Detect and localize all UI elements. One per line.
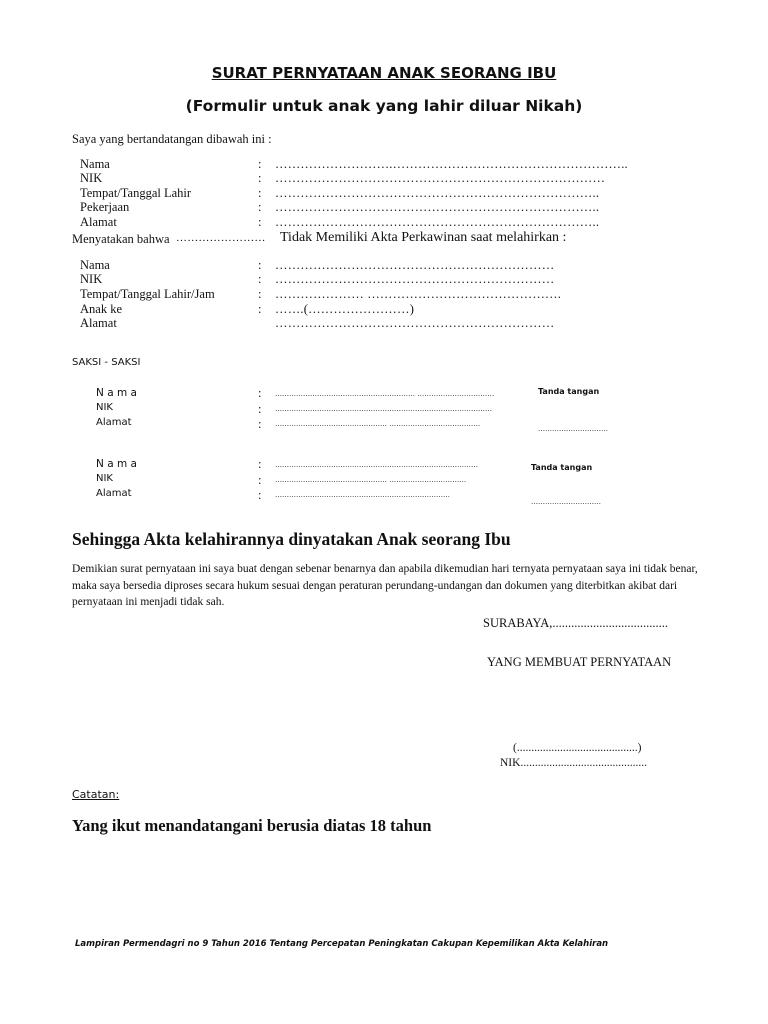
witness-1-address-label: Alamat [96, 417, 132, 428]
child-order-colon: : [258, 302, 262, 316]
witness-2-nik-field[interactable]: ………………………………………… …………………………… [275, 476, 467, 484]
declaration-paragraph: Demikian surat pernyataan ini saya buat dengan sebenar benarnya dan apabila dikemudian hari ternyata pernyataan saya ini tidak benar, maka saya bersedia diproses secara hukum sesuai dengan peraturan perundang-undangan dan dokumen yang diterbitkan akibat dari pernyataan ini menjadi tidak sah. [72, 563, 698, 608]
child-birth-colon: : [258, 287, 262, 301]
child-order-label: Anak ke [80, 302, 122, 316]
witness-1-name-field[interactable]: …………………………………………………… …………………………… [275, 390, 495, 398]
document-title: SURAT PERNYATAAN ANAK SEORANG IBU [211, 64, 557, 82]
child-name-label: Nama [80, 258, 110, 272]
witness-2-address-field[interactable]: ………………………………………………………………… [275, 491, 450, 499]
child-order-field[interactable]: …….(……………………) [275, 302, 415, 316]
witness-1-address-colon: : [258, 417, 262, 431]
witness-2-signature-line[interactable]: ………………………… [531, 498, 601, 506]
child-nik-label: NIK [80, 272, 103, 286]
witness-1-signature-line[interactable]: ………………………… [538, 425, 608, 433]
witness-2-nik-colon: : [258, 473, 262, 487]
child-birth-label: Tempat/Tanggal Lahir/Jam [80, 287, 215, 301]
witness-1-signature-label: Tanda tangan [538, 387, 600, 396]
conclusion-heading: Sehingga Akta kelahirannya dinyatakan Anak seorang Ibu [72, 529, 511, 549]
witness-2-nik-label: NIK [96, 473, 113, 484]
mother-address-colon: : [258, 215, 262, 229]
mother-birth-label: Tempat/Tanggal Lahir [80, 186, 192, 200]
witness-2-address-label: Alamat [96, 488, 132, 499]
mother-nik-colon: : [258, 171, 262, 185]
signature-name-line[interactable]: (..........................................) [513, 742, 642, 754]
child-nik-field[interactable]: ………………………………………………………… [275, 272, 555, 286]
mother-name-field[interactable]: ……………………….……………………………………………….. [275, 157, 628, 171]
mother-job-field[interactable]: ………………………………………………………………….. [275, 200, 600, 214]
document-subtitle: (Formulir untuk anak yang lahir diluar Nikah) [185, 97, 583, 115]
mother-nik-field[interactable]: …………………………………………………………………… [275, 171, 606, 185]
child-name-field[interactable]: ………………………………………………………… [275, 258, 555, 272]
footer-reference: Lampiran Permendagri no 9 Tahun 2016 Tentang Percepatan Peningkatan Cakupan Kepemilikan Akta Kelahiran [75, 939, 609, 949]
witness-1-nik-field[interactable]: ………………………………………………………………………………… [275, 405, 492, 413]
signature-role: YANG MEMBUAT PERNYATAAN [487, 655, 672, 669]
witness-1-name-colon: : [258, 386, 262, 400]
mother-birth-colon: : [258, 186, 262, 200]
statement-text: Tidak Memiliki Akta Perkawinan saat melahirkan : [280, 230, 567, 245]
intro-text: Saya yang bertandatangan dibawah ini : [72, 132, 272, 146]
mother-name-colon: : [258, 157, 262, 171]
witness-1-address-field[interactable]: ………………………………………… ………………………………… [275, 420, 481, 428]
child-name-colon: : [258, 258, 262, 272]
child-birth-field[interactable]: ………………… ………………………………………. [275, 287, 562, 301]
child-address-label: Alamat [80, 316, 117, 330]
witness-1-nik-colon: : [258, 402, 262, 416]
statement-prefix: Menyatakan bahwa [72, 232, 170, 246]
child-nik-colon: : [258, 272, 262, 286]
witness-2-name-colon: : [258, 457, 262, 471]
mother-address-label: Alamat [80, 215, 117, 229]
notes-text: Yang ikut menandatangani berusia diatas 18 tahun [72, 816, 432, 835]
signature-nik-line[interactable]: NIK............................................ [500, 757, 647, 769]
witness-2-name-label: N a m a [96, 458, 137, 470]
statement-dots[interactable]: …………………… [176, 232, 266, 244]
mother-address-field[interactable]: ………………………………………………………………….. [275, 215, 600, 229]
mother-nik-label: NIK [80, 171, 103, 185]
witness-2-signature-label: Tanda tangan [531, 463, 593, 472]
witness-1-nik-label: NIK [96, 402, 113, 413]
mother-job-label: Pekerjaan [80, 200, 130, 214]
witness-2-name-field[interactable]: …………………………………………………………………………… [275, 461, 478, 469]
witness-1-name-label: N a m a [96, 387, 137, 399]
witness-2-address-colon: : [258, 488, 262, 502]
signature-place[interactable]: SURABAYA,..................................... [483, 616, 668, 630]
child-address-field[interactable]: ………………………………………………………… [275, 316, 555, 330]
mother-birth-field[interactable]: ………………………………………………………………….. [275, 186, 600, 200]
notes-label: Catatan: [72, 788, 120, 801]
witnesses-heading: SAKSI - SAKSI [72, 357, 141, 368]
mother-name-label: Nama [80, 157, 110, 171]
mother-job-colon: : [258, 200, 262, 214]
